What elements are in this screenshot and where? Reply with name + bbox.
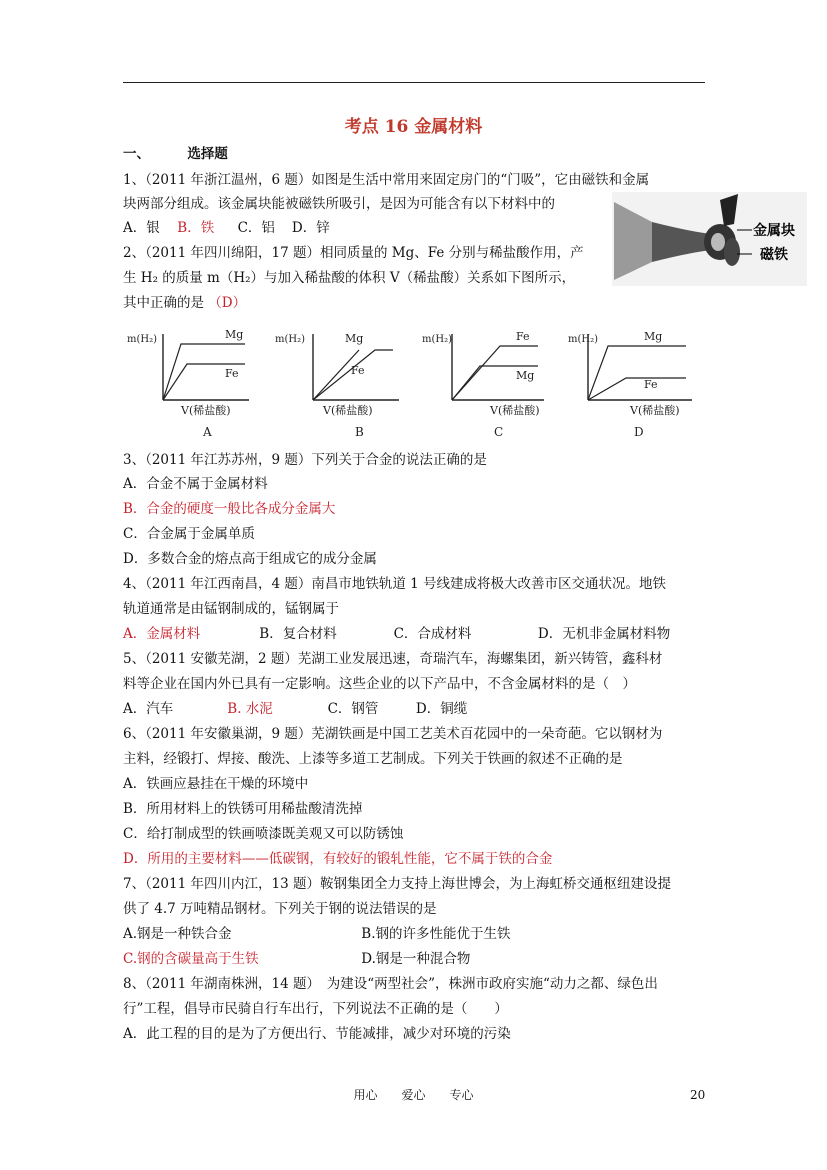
q4-line2: 轨道通常是由锰钢制成的，锰钢属于 — [123, 601, 339, 617]
label-magnet: 磁铁 — [760, 247, 788, 263]
graph-c-letter: C — [494, 425, 504, 439]
q2-line3-text: 其中正确的是 — [123, 295, 204, 311]
graph-b-ylabel: m(H₂) — [275, 334, 306, 345]
q4-options — [123, 624, 670, 644]
q6-option-b: B．所用材料上的铁锈可用稀盐酸清洗掉 — [123, 801, 363, 817]
q3-stem: 3、（2011 年江苏苏州，9 题）下列关于合金的说法正确的是 — [123, 452, 487, 468]
q6-option-c: C．给打制成型的铁画喷漆既美观又可以防锈蚀 — [123, 826, 404, 842]
section-heading — [123, 144, 228, 164]
q4-line1: 4、（2011 年江西南昌，4 题）南昌市地铁轨道 1 号线建成将极大改善市区交通状况。地铁 — [123, 576, 667, 592]
q5-option-b: B. 水泥 — [227, 701, 273, 717]
graph-b-top-label: Mg — [345, 332, 364, 345]
q3-option-a: A．合金不属于金属材料 — [123, 476, 268, 492]
q6-option-a: A．铁画应悬挂在干燥的环境中 — [123, 776, 309, 792]
q7-option-b: B.钢的许多性能优于生铁 — [361, 926, 511, 942]
q6-option-d: D．所用的主要材料——低碳钢，有较好的锻轧性能，它不属于铁的合金 — [123, 851, 553, 867]
q3-option-c: C．合金属于金属单质 — [123, 526, 255, 542]
q1-option-b: B．铁 — [177, 220, 215, 236]
q1-options — [123, 218, 330, 238]
q6-line2: 主料，经锻打、焊接、酸洗、上漆等多道工艺制成。下列关于铁画的叙述不正确的是 — [123, 751, 623, 767]
graph-a-xlabel: V(稀盐酸) — [181, 404, 231, 417]
q5-option-c: C．钢管 — [327, 701, 379, 717]
graph-c-xlabel: V(稀盐酸) — [490, 404, 540, 417]
q4-option-b: B．复合材料 — [259, 626, 337, 642]
q7-options-row1 — [123, 924, 511, 944]
q7-line1: 7、（2011 年四川内江，13 题）鞍钢集团全力支持上海世博会，为上海虹桥交通枢纽建设提 — [123, 876, 671, 892]
q4-option-a: A．金属材料 — [123, 626, 201, 642]
q5-option-d: D．铜缆 — [415, 701, 468, 717]
q4-option-d: D．无机非金属材料物 — [537, 626, 671, 642]
q7-option-d: D.钢是一种混合物 — [361, 951, 471, 967]
door-stopper-drawing — [612, 192, 807, 286]
graph-c — [420, 322, 550, 444]
q5-option-a: A．汽车 — [123, 701, 174, 717]
q6-line1: 6、（2011 年安徽巢湖，9 题）芜湖铁画是中国工艺美术百花园中的一朵奇葩。它以钢材为 — [123, 726, 663, 742]
q2-answer: （D） — [208, 295, 247, 311]
graph-d-letter: D — [634, 425, 644, 439]
page-number: 20 — [690, 1088, 706, 1102]
graph-a-bottom-label: Fe — [225, 367, 239, 380]
graph-d-xlabel: V(稀盐酸) — [630, 404, 680, 417]
graph-a-ylabel: m(H₂) — [127, 334, 158, 345]
graph-d-top-label: Mg — [644, 330, 663, 343]
graph-c-top-label: Fe — [516, 330, 530, 343]
door-stopper-figure — [612, 192, 807, 286]
q2-line2: 生 H₂ 的质量 m（H₂）与加入稀盐酸的体积 V（稀盐酸）关系如下图所示， — [123, 270, 576, 286]
graph-b-bottom-label: Fe — [351, 364, 365, 377]
graph-b — [275, 322, 405, 444]
section-label: 选择题 — [187, 146, 228, 162]
q8-option-a: A．此工程的目的是为了方便出行、节能减排，减少对环境的污染 — [123, 1026, 511, 1042]
footer-motto: 用心 爱心 专心 — [353, 1088, 474, 1102]
section-number: 一、 — [123, 146, 150, 162]
q1-line1: 1、（2011 年浙江温州，6 题）如图是生活中常用来固定房门的“门吸”，它由磁铁和金属 — [123, 172, 650, 188]
graph-c-bottom-label: Mg — [516, 369, 535, 382]
q1-line2: 块两部分组成。该金属块能被磁铁所吸引，是因为可能含有以下材料中的 — [123, 196, 555, 212]
graph-b-xlabel: V(稀盐酸) — [323, 404, 373, 417]
graph-a-letter: A — [203, 425, 212, 439]
q4-option-c: C．合成材料 — [393, 626, 472, 642]
q1-option-d: D．锌 — [291, 220, 330, 236]
page-title: 考点 16 金属材料 — [344, 117, 483, 137]
q1-option-c: C．铝 — [237, 220, 275, 236]
graph-d-ylabel: m(H₂) — [568, 334, 599, 345]
q5-options — [123, 699, 467, 719]
graph-c-ylabel: m(H₂) — [422, 334, 453, 345]
q7-line2: 供了 4.7 万吨精品钢材。下列关于钢的说法错误的是 — [123, 901, 437, 917]
q7-option-c: C.钢的含碳量高于生铁 — [123, 951, 259, 967]
q7-option-a: A.钢是一种铁合金 — [123, 926, 232, 942]
q2-line1: 2、（2011 年四川绵阳，17 题）相同质量的 Mg、Fe 分别与稀盐酸作用，产 — [123, 245, 584, 261]
q7-options-row2 — [123, 949, 470, 969]
header-rule — [123, 82, 705, 83]
q5-line1: 5、（2011 安徽芜湖，2 题）芜湖工业发展迅速，奇瑞汽车，海螺集团，新兴铸管，鑫科材 — [123, 651, 663, 667]
q2-line3 — [123, 293, 246, 313]
q5-line2: 料等企业在国内外已具有一定影响。这些企业的以下产品中，不含金属材料的是（ ） — [123, 676, 636, 692]
graph-d-bottom-label: Fe — [644, 378, 658, 391]
graph-a — [125, 322, 255, 444]
graph-a-top-label: Mg — [225, 328, 244, 341]
q3-option-d: D．多数合金的熔点高于组成它的成分金属 — [123, 551, 377, 567]
q1-option-a: A．银 — [123, 220, 160, 236]
graph-d — [568, 322, 698, 444]
q3-option-b: B．合金的硬度一般比各成分金属大 — [123, 501, 336, 517]
q8-line1: 8、（2011 年湖南株洲，14 题） 为建设“两型社会”，株洲市政府实施“动力之都、绿色出 — [123, 976, 658, 992]
graph-b-letter: B — [355, 425, 364, 439]
q8-line2: 行”工程，倡导市民骑自行车出行，下列说法不正确的是（ ） — [123, 1001, 508, 1017]
label-metal-block: 金属块 — [753, 223, 795, 239]
